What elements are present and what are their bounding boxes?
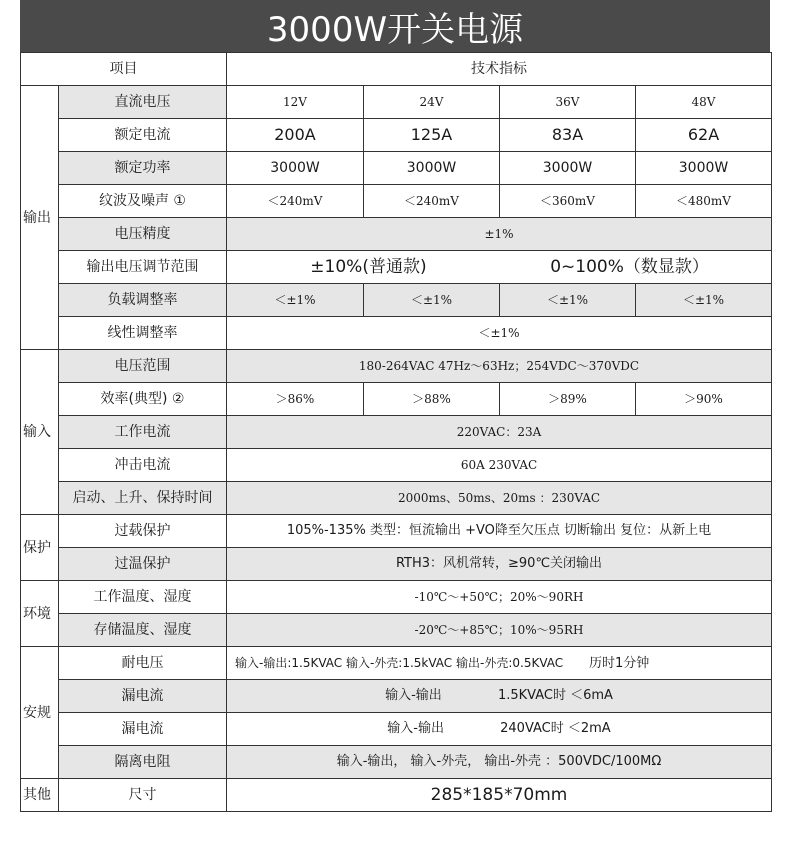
cell [227, 680, 772, 713]
cell: 36V [500, 86, 636, 119]
cell: 200A [227, 119, 364, 152]
table-row [21, 713, 772, 746]
group-env: 环境 [21, 581, 59, 647]
row-label: 耐电压 [59, 647, 227, 680]
table-row [21, 152, 772, 185]
table-row [21, 317, 772, 350]
cell: ＜360mV [500, 185, 636, 218]
cell: 105%-135% 类型：恒流输出 +VO降至欠压点 切断输出 复位：从新上电 [227, 515, 772, 548]
row-label: 漏电流 [59, 680, 227, 713]
group-input: 输入 [21, 350, 59, 515]
cell: ±1% [227, 218, 772, 251]
cell [227, 713, 772, 746]
cell: 285*185*70mm [227, 779, 772, 812]
row-label: 隔离电阻 [59, 746, 227, 779]
cell: 3000W [364, 152, 500, 185]
table-row [21, 680, 772, 713]
cell: 180-264VAC 47Hz～63Hz；254VDC～370VDC [227, 350, 772, 383]
cell: ＞88% [364, 383, 500, 416]
cell: ＞86% [227, 383, 364, 416]
spec-table [20, 52, 772, 812]
cell: 2000ms、50ms、20ms ：230VAC [227, 482, 772, 515]
table-row [21, 185, 772, 218]
cell-part: 1.5KVAC时 ＜6mA [497, 688, 613, 703]
group-safety: 安规 [21, 647, 59, 779]
row-label: 漏电流 [59, 713, 227, 746]
cell-part: 输入-输出 [387, 721, 444, 736]
table-row [21, 779, 772, 812]
row-label: 存储温度、湿度 [59, 614, 227, 647]
table-row [21, 284, 772, 317]
header-spec: 技术指标 [227, 53, 772, 86]
table-row [21, 746, 772, 779]
table-row [21, 119, 772, 152]
row-label: 尺寸 [59, 779, 227, 812]
cell-part: 240VAC时 ＜2mA [500, 721, 611, 736]
cell: ＜±1% [227, 317, 772, 350]
cell: 220VAC：23A [227, 416, 772, 449]
header-row [21, 53, 772, 86]
header-item: 项目 [21, 53, 227, 86]
cell: 12V [227, 86, 364, 119]
cell [227, 251, 772, 284]
row-label: 纹波及噪声 ① [59, 185, 227, 218]
row-label: 工作温度、湿度 [59, 581, 227, 614]
cell: ＜±1% [636, 284, 772, 317]
cell-part: 历时1分钟 [588, 655, 650, 671]
cell: 60A 230VAC [227, 449, 772, 482]
cell: -10℃～+50℃；20%～90RH [227, 581, 772, 614]
row-label: 效率(典型) ② [59, 383, 227, 416]
table-row [21, 581, 772, 614]
cell: ＜±1% [364, 284, 500, 317]
cell: ＜480mV [636, 185, 772, 218]
table-row [21, 647, 772, 680]
cell: 83A [500, 119, 636, 152]
table-row [21, 251, 772, 284]
cell: ＜±1% [227, 284, 364, 317]
row-label: 输出电压调节范围 [59, 251, 227, 284]
row-label: 负载调整率 [59, 284, 227, 317]
group-output: 输出 [21, 86, 59, 350]
row-label: 过温保护 [59, 548, 227, 581]
row-label: 线性调整率 [59, 317, 227, 350]
row-label: 直流电压 [59, 86, 227, 119]
row-label: 过载保护 [59, 515, 227, 548]
cell: 125A [364, 119, 500, 152]
row-label: 额定功率 [59, 152, 227, 185]
cell: ＞90% [636, 383, 772, 416]
table-row [21, 515, 772, 548]
table-row [21, 449, 772, 482]
cell-part: 0~100%（数显款） [550, 257, 709, 277]
cell: 24V [364, 86, 500, 119]
table-row [21, 383, 772, 416]
row-label: 电压精度 [59, 218, 227, 251]
table-row [21, 614, 772, 647]
table-row [21, 218, 772, 251]
group-other: 其他 [21, 779, 59, 812]
cell: 62A [636, 119, 772, 152]
row-label: 工作电流 [59, 416, 227, 449]
table-row [21, 86, 772, 119]
group-protect: 保护 [21, 515, 59, 581]
cell-part: 输入-输出:1.5KVAC 输入-外壳:1.5kVAC 输出-外壳:0.5KVAC [235, 655, 564, 670]
cell: 48V [636, 86, 772, 119]
table-row [21, 548, 772, 581]
page-title [20, 0, 770, 52]
cell: ＜±1% [500, 284, 636, 317]
cell: 3000W [636, 152, 772, 185]
row-label: 冲击电流 [59, 449, 227, 482]
row-label: 额定电流 [59, 119, 227, 152]
cell-part: ±10%(普通款) [310, 257, 427, 277]
cell: 3000W [500, 152, 636, 185]
cell: ＜240mV [227, 185, 364, 218]
row-label: 电压范围 [59, 350, 227, 383]
table-row [21, 482, 772, 515]
table-row [21, 350, 772, 383]
cell: 3000W [227, 152, 364, 185]
cell: ＞89% [500, 383, 636, 416]
cell: -20℃～+85℃；10%～95RH [227, 614, 772, 647]
cell: RTH3：风机常转，≥90℃关闭输出 [227, 548, 772, 581]
cell [227, 647, 772, 680]
cell: 输入-输出， 输入-外壳， 输出-外壳 ：500VDC/100MΩ [227, 746, 772, 779]
cell: ＜240mV [364, 185, 500, 218]
title-text: 3000W开关电源 [266, 9, 524, 50]
table-row [21, 416, 772, 449]
cell-part: 输入-输出 [385, 688, 442, 703]
row-label: 启动、上升、保持时间 [59, 482, 227, 515]
